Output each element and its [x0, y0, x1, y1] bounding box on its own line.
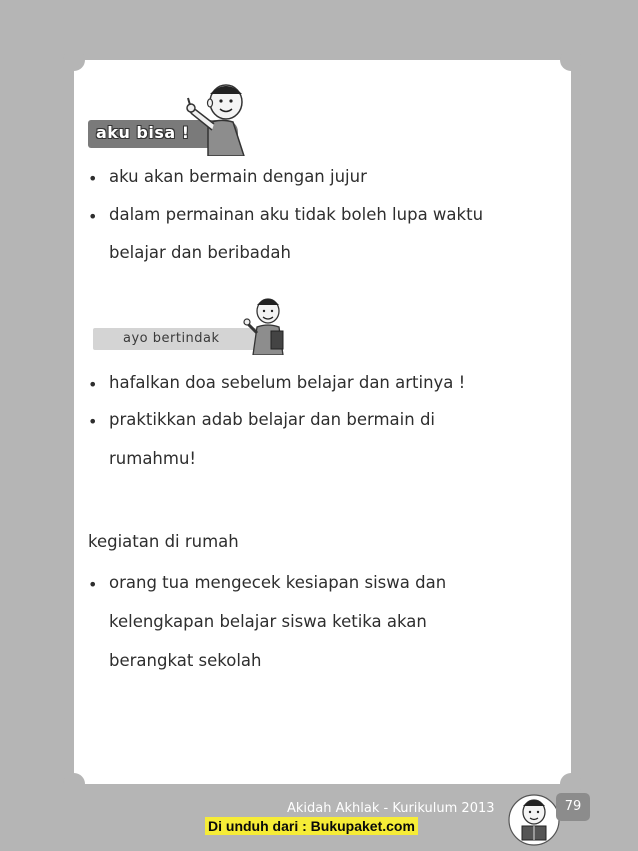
- bullet-marker: •: [88, 412, 98, 431]
- aku-bisa-item-2-line-1: dalam permainan aku tidak boleh lupa waktu: [109, 205, 484, 224]
- aku-bisa-item-1: aku akan bermain dengan jujur: [109, 167, 367, 186]
- kegiatan-item-1-line-1: orang tua mengecek kesiapan siswa dan: [109, 573, 447, 592]
- kegiatan-heading: kegiatan di rumah: [88, 532, 239, 551]
- aku-bisa-item-2-line-2: belajar dan beribadah: [109, 243, 291, 262]
- corner-notch: [63, 773, 85, 795]
- kegiatan-item-1-line-3: berangkat sekolah: [109, 651, 262, 670]
- boy-holding-book-icon: [243, 293, 293, 355]
- boy-pointing-icon: [178, 76, 256, 156]
- corner-notch: [63, 49, 85, 71]
- bullet-marker: •: [88, 375, 98, 394]
- corner-notch: [560, 773, 582, 795]
- ayo-bertindak-item-1: hafalkan doa sebelum belajar dan artinya !: [109, 373, 466, 392]
- bullet-marker: •: [88, 169, 98, 188]
- kegiatan-item-1-line-2: kelengkapan belajar siswa ketika akan: [109, 612, 427, 631]
- aku-bisa-title: aku bisa !: [96, 123, 190, 142]
- ayo-bertindak-item-2-line-2: rumahmu!: [109, 449, 197, 468]
- download-notice[interactable]: Di unduh dari : Bukupaket.com: [205, 817, 418, 835]
- ayo-bertindak-item-2-line-1: praktikkan adab belajar dan bermain di: [109, 410, 436, 429]
- ayo-bertindak-title: ayo bertindak: [123, 331, 220, 346]
- book-title: Akidah Akhlak - Kurikulum 2013: [287, 801, 495, 816]
- corner-notch: [560, 49, 582, 71]
- ayo-bertindak-banner: [93, 328, 263, 350]
- page-number: 79: [556, 793, 590, 821]
- boy-reading-icon: [508, 792, 560, 848]
- bullet-marker: •: [88, 575, 98, 594]
- bullet-marker: •: [88, 207, 98, 226]
